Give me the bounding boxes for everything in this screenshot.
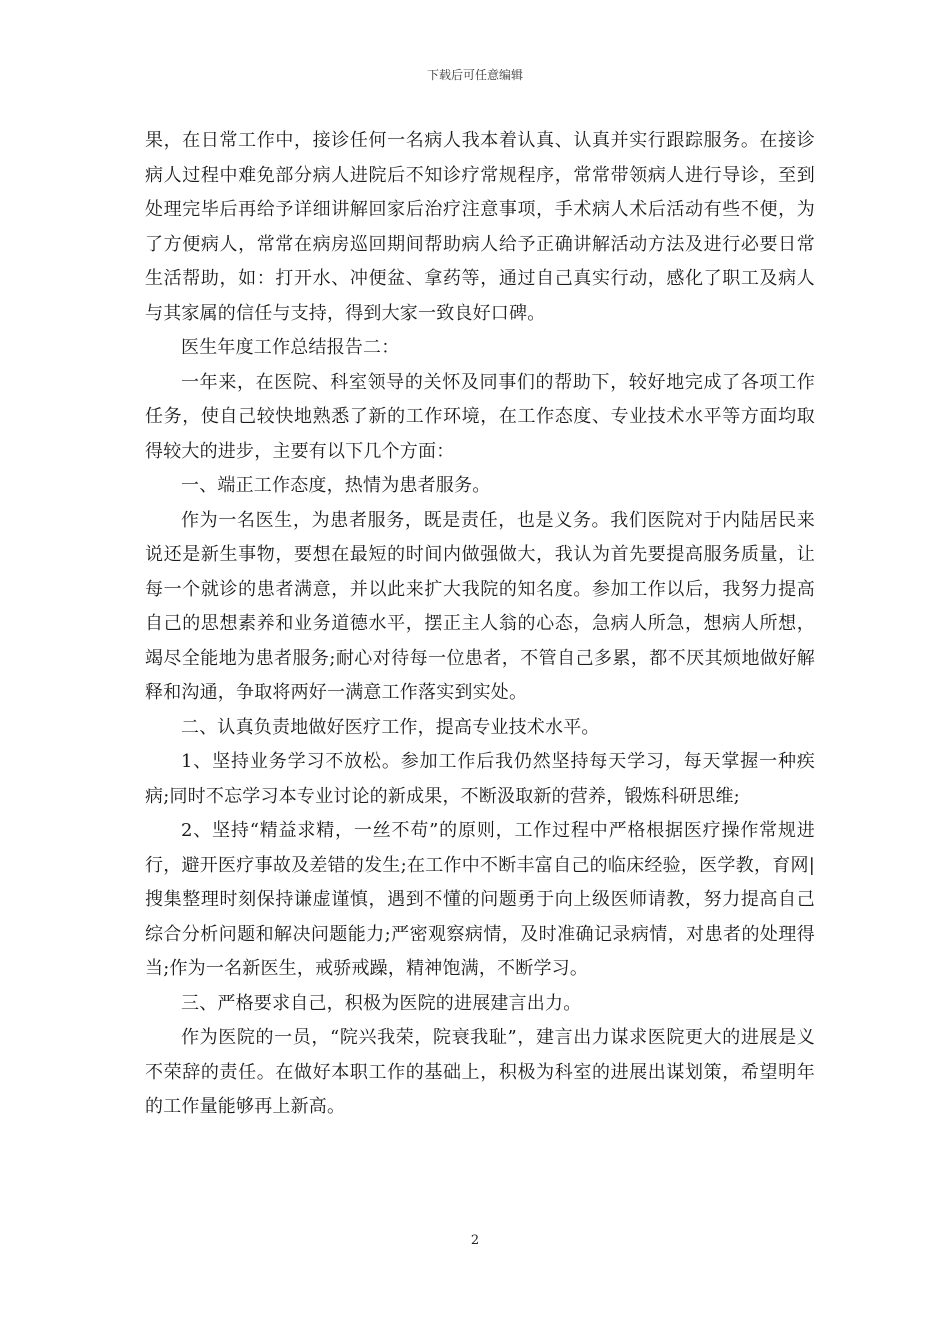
- paragraph-intro: 一年来，在医院、科室领导的关怀及同事们的帮助下，较好地完成了各项工作任务，使自己较快地熟悉了新的工作环境，在工作态度、专业技术水平等方面均取得较大的进步，主要有以下几个方面：: [145, 371, 815, 462]
- paragraph-item-1: 1、坚持业务学习不放松。参加工作后我仍然坚持每天学习，每天掌握一种疾病;同时不忘学习本专业讨论的新成果，不断汲取新的营养，锻炼科研思维;: [145, 751, 815, 807]
- paragraph-section-3: 作为医院的一员，“院兴我荣，院衰我耻”，建言出力谋求医院更大的进展是义不荣辞的责任。在做好本职工作的基础上，积极为科室的进展出谋划策，希望明年的工作量能够再上新高。: [145, 1027, 815, 1117]
- paragraph-section-1: 作为一名医生，为患者服务，既是责任，也是义务。我们医院对于内陆居民来说还是新生事物，要想在最短的时间内做强做大，我认为首先要提高服务质量，让每一个就诊的患者满意，并以此来扩大我院的知名度。参加工作以后，我努力提高自己的思想素养和业务道德水平，摆正主人翁的心态，急病人所急，想病人所想，竭尽全能地为患者服务;耐心对待每一位患者，不管自己多累，都不厌其烦地做好解释和沟通，争取将两好一满意工作落实到实处。: [145, 509, 815, 703]
- section-heading-2: 二、认真负责地做好医疗工作，提高专业技术水平。: [181, 716, 600, 738]
- section-heading-3: 三、严格要求自己，积极为医院的进展建言出力。: [181, 992, 582, 1014]
- document-body: [145, 124, 815, 1125]
- page-number: 2: [470, 1233, 480, 1248]
- report-subtitle: 医生年度工作总结报告二：: [181, 337, 400, 358]
- paragraph-item-2: 2、坚持“精益求精，一丝不苟”的原则，工作过程中严格根据医疗操作常规进行，避开医疗事故及差错的发生;在工作中不断丰富自己的临床经验，医学教，育网|搜集整理时刻保持谦虚谨慎，遇到不懂的问题勇于向上级医师请教，努力提高自己综合分析问题和解决问题能力;严密观察病情，及时准确记录病情，对患者的处理得当;作为一名新医生，戒骄戒躁，精神饱满，不断学习。: [145, 820, 815, 979]
- section-heading-1: 一、端正工作态度，热情为患者服务。: [181, 475, 491, 496]
- paragraph-continuation: 果，在日常工作中，接诊任何一名病人我本着认真、认真并实行跟踪服务。在接诊病人过程中难免部分病人进院后不知诊疗常规程序，常常带领病人进行导诊，至到处理完毕后再给予详细讲解回家后治疗注意事项，手术病人术后活动有些不便，为了方便病人，常常在病房巡回期间帮助病人给予正确讲解活动方法及进行必要日常生活帮助，如：打开水、冲便盆、拿药等，通过自己真实行动，感化了职工及病人与其家属的信任与支持，得到大家一致良好口碑。: [145, 130, 815, 324]
- page-header: 下载后可任意编辑: [426, 68, 523, 82]
